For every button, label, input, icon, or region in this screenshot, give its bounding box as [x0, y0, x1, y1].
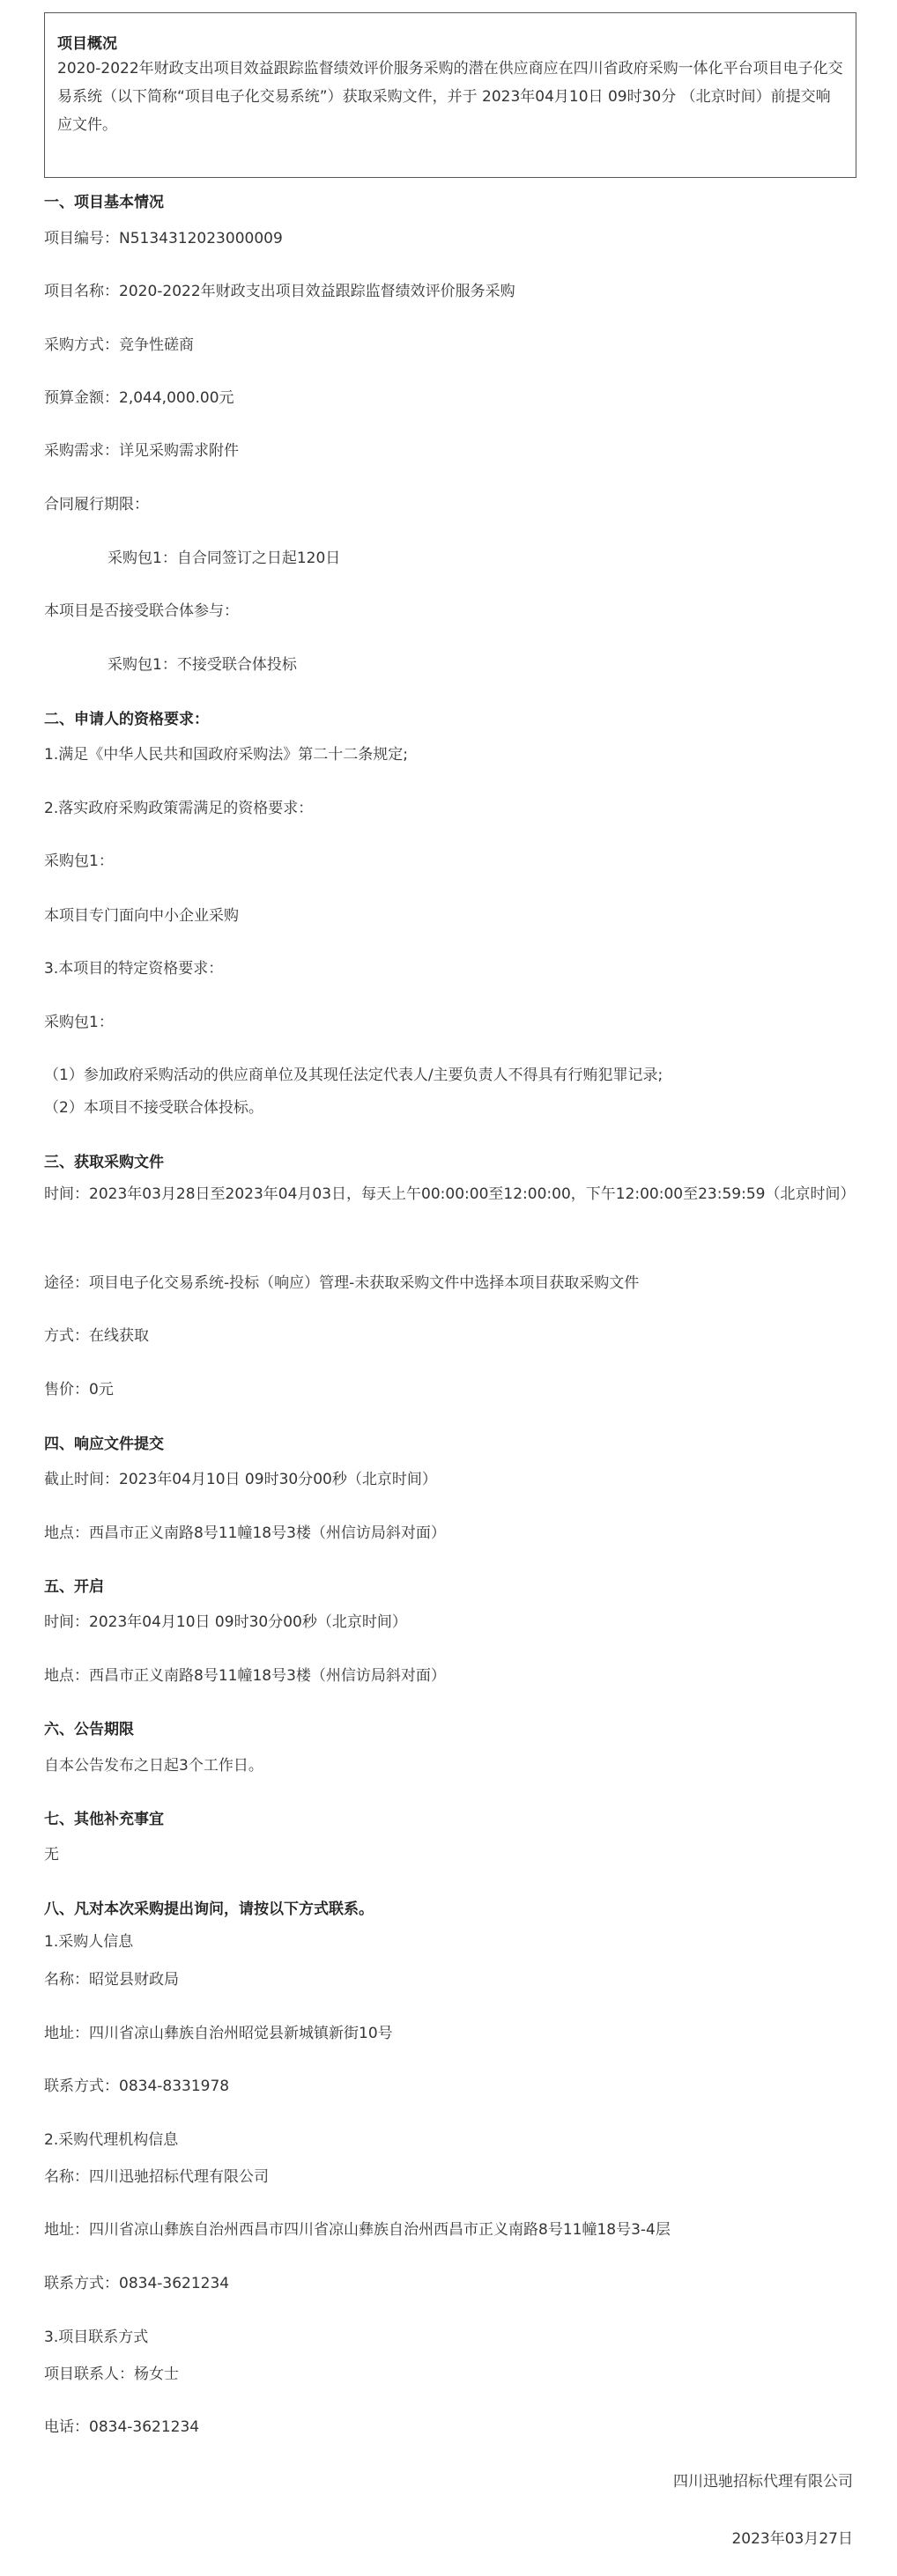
- procurement-requirement: 采购需求：详见采购需求附件: [44, 442, 239, 460]
- document-time: 时间：2023年03月28日至2023年04月03日，每天上午00:00:00至12:00:00，下午12:00:00至23:59:59（北京时间）: [44, 1185, 856, 1203]
- agency-address: 地址：四川省凉山彝族自治州西昌市四川省凉山彝族自治州西昌市正义南路8号11幢18号3-4层: [44, 2221, 671, 2239]
- contract-term-label: 合同履行期限：: [44, 496, 149, 513]
- document-mode: 方式：在线获取: [44, 1327, 149, 1345]
- qualification-2-text: 本项目专门面向中小企业采购: [44, 907, 239, 925]
- qualification-3-item-2: （2）本项目不接受联合体投标。: [44, 1099, 263, 1117]
- purchaser-info-label: 1.采购人信息: [44, 1933, 134, 1951]
- section-5-heading: 五、开启: [44, 1578, 104, 1596]
- contract-term-package: 采购包1：自合同签订之日起120日: [107, 550, 341, 567]
- section-3-heading: 三、获取采购文件: [44, 1154, 164, 1171]
- qualification-3-package: 采购包1：: [44, 1014, 114, 1031]
- project-contact-person: 项目联系人：杨女士: [44, 2366, 179, 2383]
- opening-time: 时间：2023年04月10日 09时30分00秒（北京时间）: [44, 1613, 407, 1631]
- signature-organization: 四川迅驰招标代理有限公司: [673, 2473, 853, 2491]
- consortium-label: 本项目是否接受联合体参与：: [44, 602, 239, 620]
- purchaser-phone: 联系方式：0834-8331978: [44, 2078, 230, 2095]
- qualification-3-item-1: （1）参加政府采购活动的供应商单位及其现任法定代表人/主要负责人不得具有行贿犯罪记录;: [44, 1067, 663, 1084]
- submission-deadline: 截止时间：2023年04月10日 09时30分00秒（北京时间）: [44, 1471, 437, 1488]
- qualification-1: 1.满足《中华人民共和国政府采购法》第二十二条规定;: [44, 746, 408, 764]
- purchaser-name: 名称：昭觉县财政局: [44, 1971, 179, 1989]
- announcement-period: 自本公告发布之日起3个工作日。: [44, 1757, 263, 1775]
- opening-place: 地点：西昌市正义南路8号11幢18号3楼（州信访局斜对面）: [44, 1667, 446, 1685]
- section-8-heading: 八、凡对本次采购提出询问，请按以下方式联系。: [44, 1901, 374, 1918]
- agency-info-label: 2.采购代理机构信息: [44, 2131, 179, 2149]
- section-6-heading: 六、公告期限: [44, 1721, 134, 1738]
- budget-amount: 预算金额：2,044,000.00元: [44, 389, 234, 407]
- project-contact-phone: 电话：0834-3621234: [44, 2418, 200, 2436]
- overview-title: 项目概况: [57, 35, 117, 53]
- other-matters: 无: [44, 1846, 59, 1864]
- qualification-2-package: 采购包1：: [44, 853, 114, 870]
- signature-date: 2023年03月27日: [731, 2530, 853, 2548]
- qualification-3: 3.本项目的特定资格要求：: [44, 960, 224, 978]
- section-4-heading: 四、响应文件提交: [44, 1436, 164, 1453]
- document-price: 售价：0元: [44, 1381, 114, 1399]
- project-name: 项目名称：2020-2022年财政支出项目效益跟踪监督绩效评价服务采购: [44, 283, 515, 300]
- qualification-2: 2.落实政府采购政策需满足的资格要求：: [44, 800, 314, 817]
- agency-name: 名称：四川迅驰招标代理有限公司: [44, 2168, 269, 2186]
- procurement-method: 采购方式：竞争性磋商: [44, 336, 194, 354]
- purchaser-address: 地址：四川省凉山彝族自治州昭觉县新城镇新街10号: [44, 2025, 393, 2042]
- consortium-package: 采购包1：不接受联合体投标: [107, 656, 297, 674]
- overview-text: 2020-2022年财政支出项目效益跟踪监督绩效评价服务采购的潜在供应商应在四川省政府采购一体化平台项目电子化交易系统（以下简称“项目电子化交易系统”）获取采购文件，并于 2023年04月10日 09时30分 （北京时间）前提交响应文件。: [57, 60, 843, 134]
- section-2-heading: 二、申请人的资格要求：: [44, 711, 209, 728]
- project-contact-label: 3.项目联系方式: [44, 2329, 149, 2346]
- agency-phone: 联系方式：0834-3621234: [44, 2275, 230, 2292]
- project-overview-box: [44, 12, 856, 178]
- document-channel: 途径：项目电子化交易系统-投标（响应）管理-未获取采购文件中选择本项目获取采购文件: [44, 1274, 640, 1292]
- project-number: 项目编号：N5134312023000009: [44, 230, 283, 247]
- section-1-heading: 一、项目基本情况: [44, 194, 164, 211]
- section-7-heading: 七、其他补充事宜: [44, 1811, 164, 1828]
- submission-place: 地点：西昌市正义南路8号11幢18号3楼（州信访局斜对面）: [44, 1524, 446, 1542]
